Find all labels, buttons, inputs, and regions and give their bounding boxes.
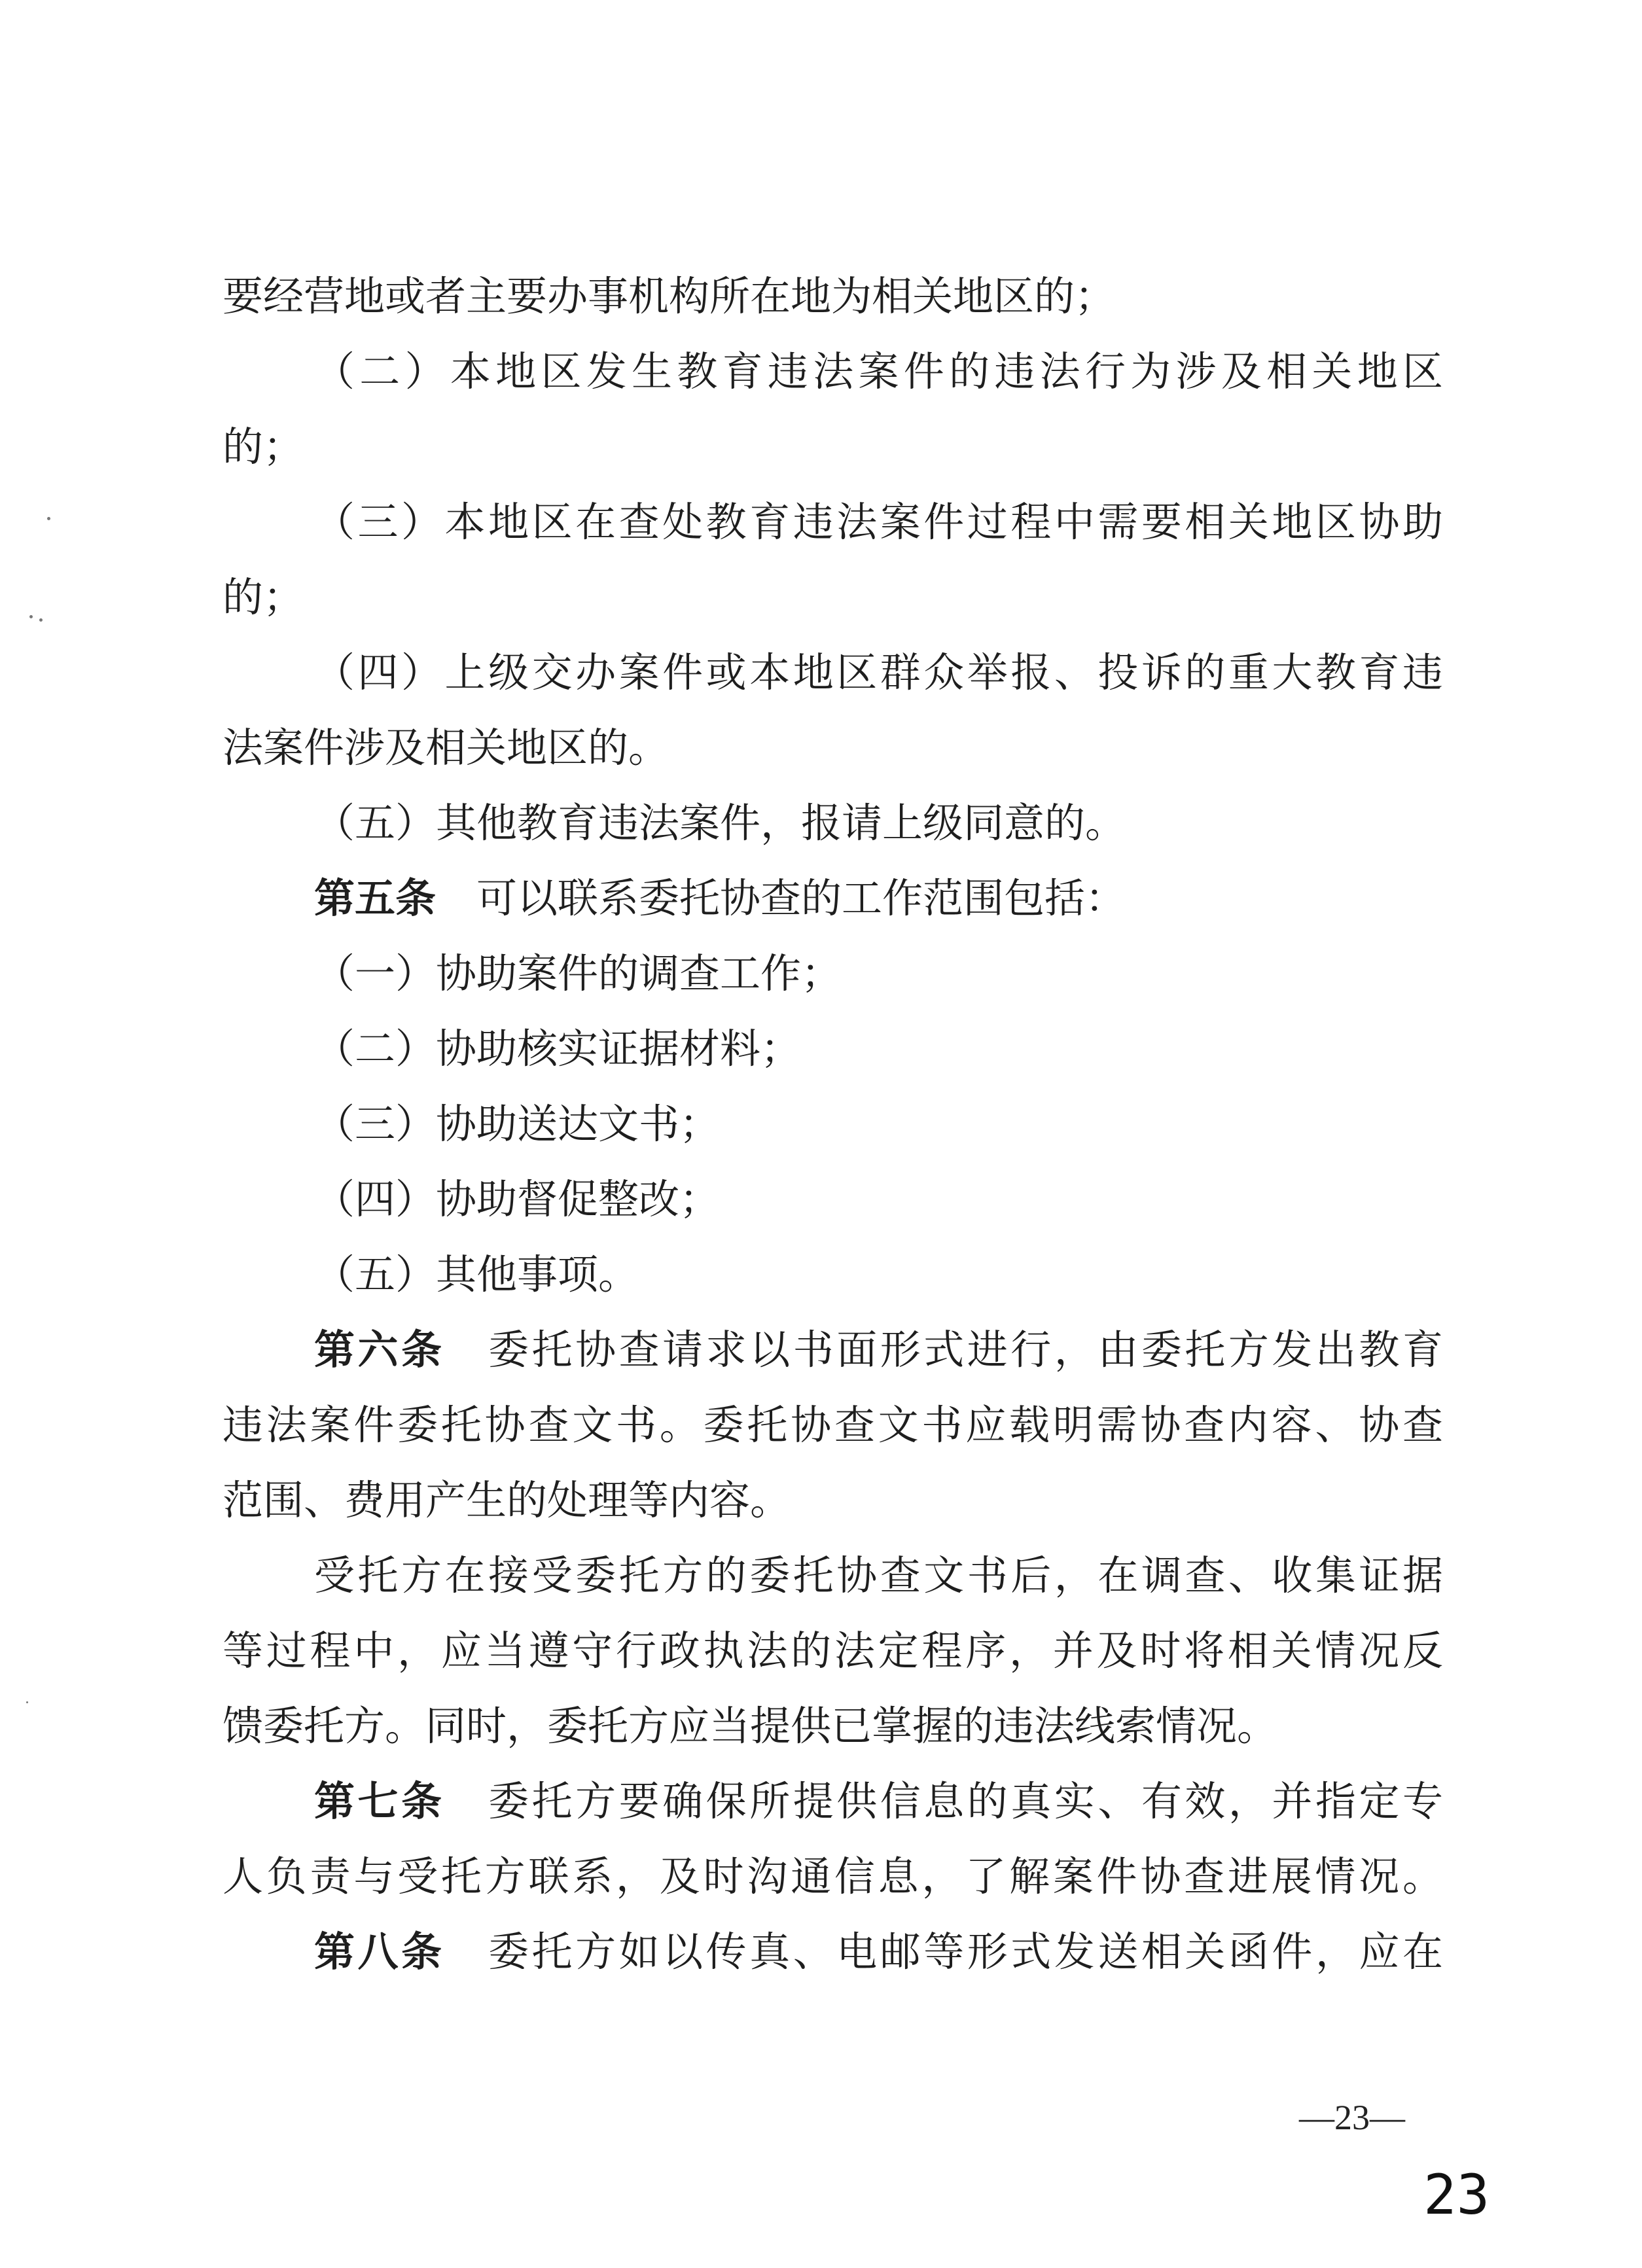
scan-speck [47,517,50,520]
paragraph-line: （三）本地区在查处教育违法案件过程中需要相关地区协助 [314,498,1443,546]
article-line [223,860,1443,936]
paragraph-line: （二）本地区发生教育违法案件的违法行为涉及相关地区 [314,347,1443,395]
scan-speck [39,618,43,622]
paragraph-line: 等过程中，应当遵守行政执法的法定程序，并及时将相关情况反 [223,1627,1443,1674]
paragraph-line: （一）协助案件的调查工作； [314,949,842,997]
article-text: 可以联系委托协查的工作范围包括： [476,874,1126,922]
article-heading: 第五条 [314,874,437,922]
page-stamp: 23 [1423,2163,1490,2227]
scan-speck [26,1701,28,1703]
paragraph-line: （四）上级交办案件或本地区群众举报、投诉的重大教育违 [314,648,1443,696]
document-body [223,258,1443,1989]
paragraph-line: 法案件涉及相关地区的。 [223,724,669,771]
paragraph-line: 的； [223,573,304,621]
paragraph-line: 要经营地或者主要办事机构所在地为相关地区的； [223,272,1116,320]
paragraph-line: 的； [223,423,304,470]
paragraph-line: （三）协助送达文书； [314,1100,721,1148]
scan-speck [29,615,33,618]
paragraph-line: （四）协助督促整改； [314,1175,721,1223]
page-number: —23— [1299,2098,1405,2137]
article-text: 委托协查请求以书面形式进行，由委托方发出教育 [488,1326,1443,1373]
paragraph-line: （二）协助核实证据材料； [314,1025,802,1072]
article-heading: 第七条 [314,1777,445,1825]
article-line [223,1914,1443,1989]
paragraph-line: 人负责与受托方联系，及时沟通信息，了解案件协查进展情况。 [223,1852,1443,1900]
paragraph-line: 受托方在接受委托方的委托协查文书后，在调查、收集证据 [314,1551,1443,1599]
paragraph-line: （五）其他事项。 [314,1250,639,1298]
paragraph-line: 馈委托方。同时，委托方应当提供已掌握的违法线索情况。 [223,1702,1278,1750]
paragraph-line: 违法案件委托协查文书。委托协查文书应载明需协查内容、协查 [223,1401,1443,1449]
article-heading: 第八条 [314,1928,445,1976]
paragraph-line: 范围、费用产生的处理等内容。 [223,1476,791,1524]
article-text: 委托方如以传真、电邮等形式发送相关函件，应在 [488,1928,1443,1976]
article-line [223,1763,1443,1839]
article-heading: 第六条 [314,1326,445,1373]
article-text: 委托方要确保所提供信息的真实、有效，并指定专 [488,1777,1443,1825]
paragraph-line: （五）其他教育违法案件，报请上级同意的。 [314,799,1126,847]
article-line [223,1312,1443,1387]
